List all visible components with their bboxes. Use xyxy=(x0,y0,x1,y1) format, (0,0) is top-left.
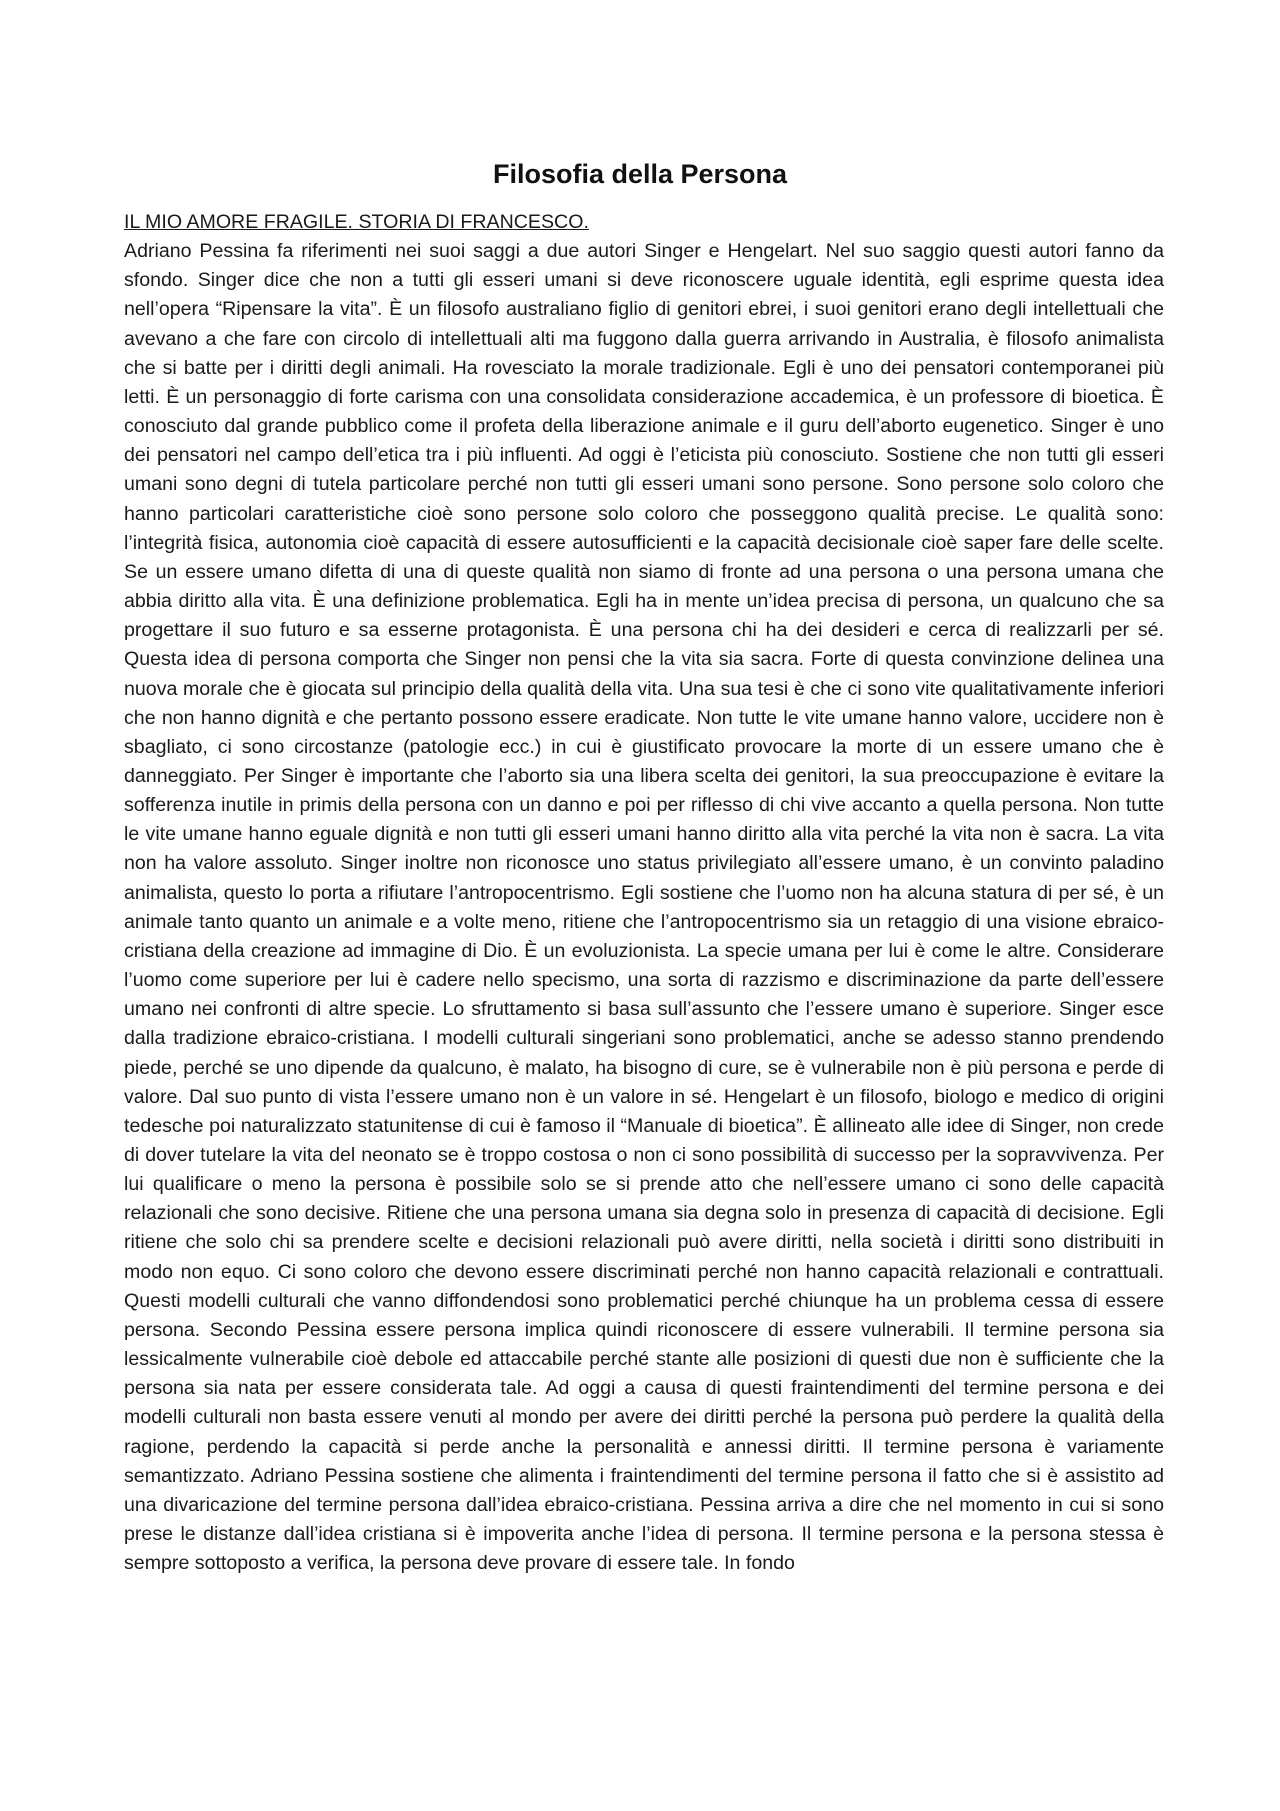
page-title: Filosofia della Persona xyxy=(492,159,788,189)
body-paragraph: Adriano Pessina fa riferimenti nei suoi saggi a due autori Singer e Hengelart. Nel suo saggio questi autori fanno da sfondo. Singer dice che non a tutti gli esseri umani si deve riconoscere uguale identità, egli esprime questa idea nell’opera “Ripensare la vita”. È un filosofo australiano figlio di genitori ebrei, i suoi genitori erano degli intellettuali che avevano a che fare con circolo di intellettuali alti ma fuggono dalla guerra arrivando in Australia, è filosofo animalista che si batte per i diritti degli animali. Ha rovesciato la morale tradizionale. Egli è uno dei pensatori contemporanei più letti. È un personaggio di forte carisma con una consolidata considerazione accademica, è un professore di bioetica. È conosciuto dal grande pubblico come il profeta della liberazione animale e il guru dell’aborto eugenetico. Singer è uno dei pensatori nel campo dell’etica tra i più influenti. Ad oggi è l’eticista più conosciuto. Sostiene che non tutti gli esseri umani sono degni di tutela particolare perché non tutti gli esseri umani sono persone. Sono persone solo coloro che hanno particolari caratteristiche cioè sono persone solo coloro che posseggono qualità precise. Le qualità sono: l’integrità fisica, autonomia cioè capacità di essere autosufficienti e la capacità decisionale cioè saper fare delle scelte. Se un essere umano difetta di una di queste qualità non siamo di fronte ad una persona o una persona umana che abbia diritto alla vita. È una definizione problematica. Egli ha in mente un’idea precisa di persona, un qualcuno che sa progettare il suo futuro e sa esserne protagonista. È una persona chi ha dei desideri e cerca di realizzarli per sé. Questa idea di persona comporta che Singer non pensi che la vita sia sacra. Forte di questa convinzione delinea una nuova morale che è giocata sul principio della qualità della vita. Una sua tesi è che ci sono vite qualitativamente inferiori che non hanno dignità e che pertanto possono essere eradicate. Non tutte le vite umane hanno valore, uccidere non è sbagliato, ci sono circostanze (patologie ecc.) in cui è giustificato provocare la morte di un essere umano che è danneggiato. Per Singer è importante che l’aborto sia una libera scelta dei genitori, la sua preoccupazione è evitare la sofferenza inutile in primis della persona con un danno e poi per riflesso di chi vive accanto a quella persona. Non tutte le vite umane hanno eguale dignità e non tutti gli esseri umani hanno diritto alla vita perché la vita non è sacra. La vita non ha valore assoluto. Singer inoltre non riconosce uno status privilegiato all’essere umano, è un convinto paladino animalista, questo lo porta a rifiutare l’antropocentrismo. Egli sostiene che l’uomo non ha alcuna statura di per sé, è un animale tanto quanto un animale e a volte meno, ritiene che l’antropocentrismo sia un retaggio di una visione ebraico-cristiana della creazione ad immagine di Dio. È un evoluzionista. La specie umana per lui è come le altre. Considerare l’uomo come superiore per lui è cadere nello specismo, una sorta di razzismo e discriminazione da parte dell’essere umano nei confronti di altre specie. Lo sfruttamento si basa sull’assunto che l’essere umano è superiore. Singer esce dalla tradizione ebraico-cristiana. I modelli culturali singeriani sono problematici, anche se adesso stanno prendendo piede, perché se uno dipende da qualcuno, è malato, ha bisogno di cure, se è vulnerabile non è più persona e perde di valore. Dal suo punto di vista l’essere umano non è un valore in sé. Hengelart è un filosofo, biologo e medico di origini tedesche poi naturalizzato statunitense di cui è famoso il “Manuale di bioetica”. È allineato alle idee di Singer, non crede di dover tutelare la vita del neonato se è troppo costosa o non ci sono possibilità di successo per la sopravvivenza. Per lui qualificare o meno la persona è possibile solo se si prende atto che nell’essere umano ci sono delle capacità relazionali che sono decisive. Ritiene che una persona umana sia degna solo in presenza di capacità di decisione. Egli ritiene che solo chi sa prendere scelte e decisioni relazionali può avere diritti, nella società i diritti sono distribuiti in modo non equo. Ci sono coloro che devono essere discriminati perché non hanno capacità relazionali e contrattuali. Questi modelli culturali che vanno diffondendosi sono problematici perché chiunque ha un problema cessa di essere persona. Secondo Pessina essere persona implica quindi riconoscere di essere vulnerabili. Il termine persona sia lessicalmente vulnerabile cioè debole ed attaccabile perché stante alle posizioni di questi due non è sufficiente che la persona sia nata per essere considerata tale. Ad oggi a causa di questi fraintendimenti del termine persona e dei modelli culturali non basta essere venuti al mondo per avere dei diritti perché la persona può perdere la qualità della ragione, perdendo la capacità si perde anche la personalità e annessi diritti. Il termine persona è variamente semantizzato. Adriano Pessina sostiene che alimenta i fraintendimenti del termine persona il fatto che si è assistito ad una divaricazione del termine persona dall’idea ebraico-cristiana. Pessina arriva a dire che nel momento in cui si sono prese le distanze dall’idea cristiana si è impoverita anche l’idea di persona. Il termine persona e la persona stessa è sempre sottoposto a verifica, la persona deve provare di essere tale. In fondo xyxy=(124,240,1164,1575)
document-content xyxy=(124,208,1164,1578)
section-heading: IL MIO AMORE FRAGILE. STORIA DI FRANCESCO. xyxy=(124,211,589,233)
